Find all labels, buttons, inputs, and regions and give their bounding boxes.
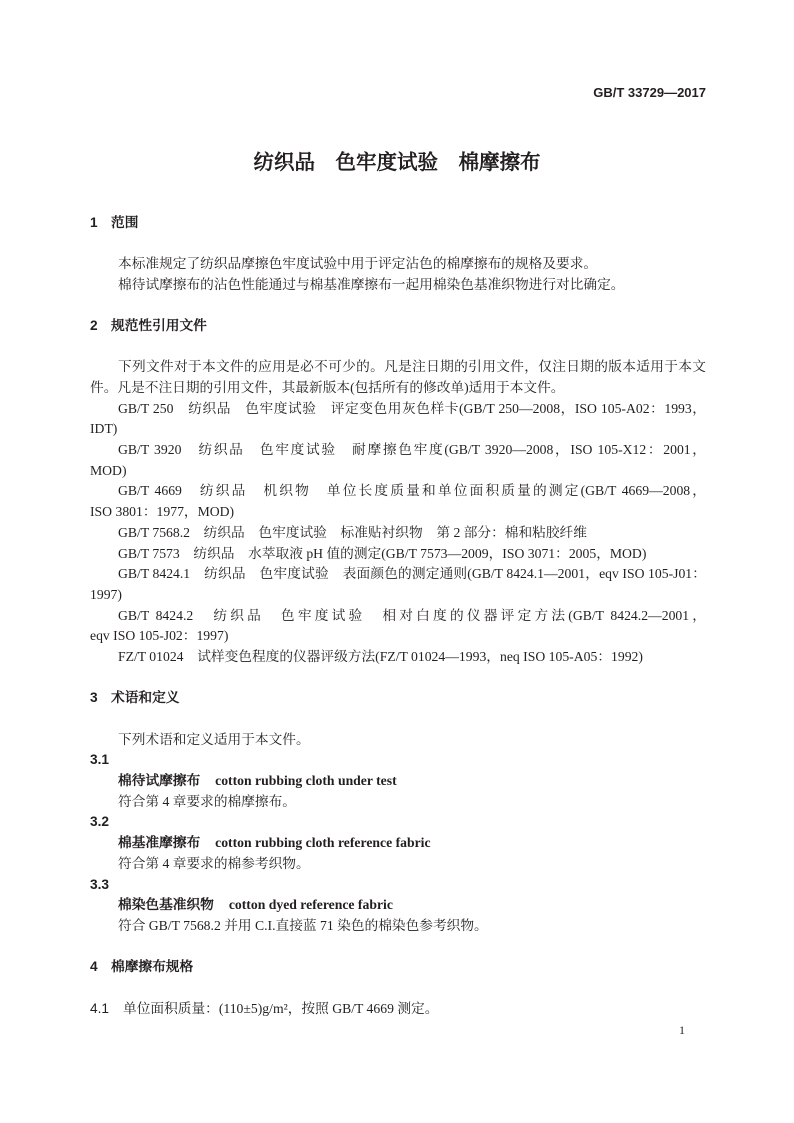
paragraph: 棉待试摩擦布的沾色性能通过与棉基准摩擦布一起用棉染色基准织物进行对比确定。	[118, 276, 625, 292]
reference-line: GB/T 8424.2 纺织品 色牢度试验 相对白度的仪器评定方法(GB/T 8424.2—2001，	[118, 607, 706, 623]
term-english: cotton dyed reference fabric	[228, 897, 393, 913]
blank-line	[90, 337, 706, 358]
normative-intro-paragraph	[90, 357, 706, 398]
blank-line	[90, 978, 706, 999]
term-number: 3.3	[90, 876, 110, 892]
paragraph-line: 件。凡是不注日期的引用文件，其最新版本(包括所有的修改单)适用于本文件。	[90, 380, 565, 395]
term-entry	[90, 750, 706, 812]
section-number: 4	[90, 959, 98, 975]
section-3-heading	[90, 688, 706, 709]
term-entry	[90, 812, 706, 874]
term-definition: 符合第 4 章要求的棉参考织物。	[118, 855, 310, 871]
reference-line: 1997)	[90, 586, 122, 602]
reference-line: MOD)	[90, 462, 127, 478]
standard-code-header: GB/T 33729—2017	[593, 85, 706, 100]
reference-line: GB/T 250 纺织品 色牢度试验 评定变色用灰色样卡(GB/T 250—2008，ISO 105-A02：1993，	[118, 400, 706, 416]
term-definition: 符合 GB/T 7568.2 并用 C.I.直接蓝 71 染色的棉染色参考织物。	[118, 917, 488, 933]
term-english: cotton rubbing cloth reference fabric	[215, 835, 431, 851]
paragraph-line: 下列文件对于本文件的应用是必不可少的。凡是注日期的引用文件，仅注日期的版本适用于本文	[118, 359, 706, 375]
section-1-heading	[90, 213, 706, 234]
reference-line: eqv ISO 105-J02：1997)	[90, 628, 229, 644]
blank-line	[90, 937, 706, 958]
blank-line	[90, 295, 706, 316]
reference-entry	[90, 544, 706, 565]
reference-line: GB/T 7568.2 纺织品 色牢度试验 标准贴衬织物 第 2 部分：棉和粘胶纤维	[118, 524, 587, 540]
document-body	[90, 213, 706, 1020]
section-2-heading	[90, 316, 706, 337]
section-title: 规范性引用文件	[111, 317, 207, 333]
term-title	[90, 833, 706, 854]
reference-entry	[90, 606, 706, 647]
reference-line: GB/T 4669 纺织品 机织物 单位长度质量和单位面积质量的测定(GB/T 4669—2008，	[118, 483, 706, 499]
page-number: 1	[679, 1023, 685, 1037]
section-number: 1	[90, 214, 98, 230]
term-number: 3.1	[90, 752, 110, 768]
term-chinese: 棉基准摩擦布	[118, 835, 201, 851]
reference-entry	[90, 564, 706, 605]
reference-entry	[90, 440, 706, 481]
reference-line: IDT)	[90, 421, 118, 437]
reference-line: GB/T 7573 纺织品 水萃取液 pH 值的测定(GB/T 7573—2009，ISO 3071：2005，MOD)	[118, 545, 647, 561]
term-chinese: 棉染色基准织物	[118, 897, 214, 913]
reference-entry	[90, 399, 706, 440]
section-title: 范围	[111, 214, 139, 230]
blank-line	[90, 668, 706, 689]
blank-line	[90, 709, 706, 730]
reference-line: GB/T 8424.1 纺织品 色牢度试验 表面颜色的测定通则(GB/T 8424.1—2001，eqv ISO 105-J01：	[118, 566, 706, 582]
reference-entry	[90, 647, 706, 668]
term-title	[90, 895, 706, 916]
section-4-heading	[90, 957, 706, 978]
document-title: 纺织品 色牢度试验 棉摩擦布	[253, 151, 541, 174]
section-number: 3	[90, 690, 98, 706]
term-title	[90, 771, 706, 792]
paragraph: 下列术语和定义适用于本文件。	[118, 731, 310, 747]
blank-line	[90, 233, 706, 254]
section-title: 术语和定义	[111, 690, 180, 706]
term-chinese: 棉待试摩擦布	[118, 773, 201, 789]
reference-entry	[90, 481, 706, 522]
paragraph: 本标准规定了纺织品摩擦色牢度试验中用于评定沾色的棉摩擦布的规格及要求。	[118, 255, 598, 271]
term-definition: 符合第 4 章要求的棉摩擦布。	[118, 793, 296, 809]
section-number: 2	[90, 317, 98, 333]
clause-number: 4.1	[90, 1000, 110, 1016]
reference-line: ISO 3801：1977，MOD)	[90, 504, 235, 520]
term-number: 3.2	[90, 814, 110, 830]
term-entry	[90, 875, 706, 937]
reference-line: FZ/T 01024 试样变色程度的仪器评级方法(FZ/T 01024—1993，neq ISO 105-A05：1992)	[118, 648, 643, 664]
section-title: 棉摩擦布规格	[111, 959, 194, 975]
term-english: cotton rubbing cloth under test	[215, 773, 397, 789]
clause	[90, 999, 706, 1020]
reference-line: GB/T 3920 纺织品 色牢度试验 耐摩擦色牢度(GB/T 3920—2008，ISO 105-X12：2001，	[118, 442, 706, 458]
clause-text: 单位面积质量：(110±5)g/m²，按照 GB/T 4669 测定。	[123, 1000, 439, 1016]
reference-entry	[90, 523, 706, 544]
